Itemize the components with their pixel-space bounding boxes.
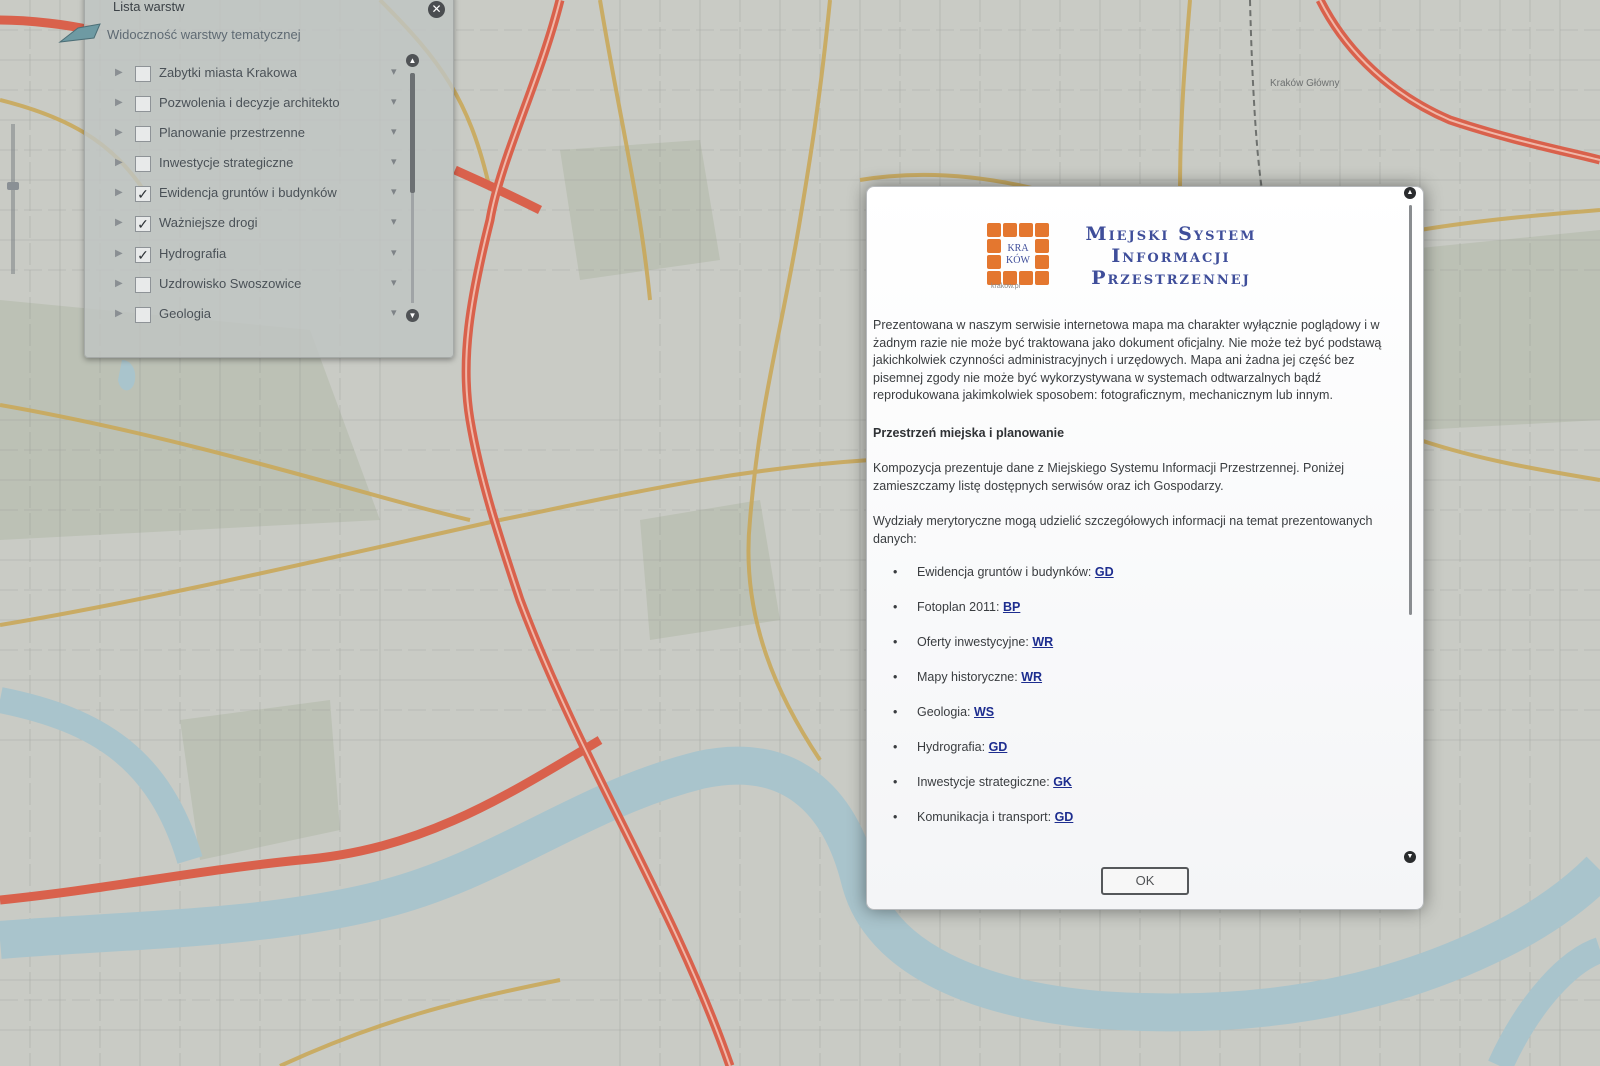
logo-text-1: KRA (1007, 243, 1029, 254)
expand-arrow-icon[interactable]: ▶ (115, 308, 123, 319)
department-link[interactable]: GD (988, 740, 1008, 754)
service-list (873, 564, 1393, 844)
layer-label: Zabytki miasta Krakowa (159, 65, 297, 80)
close-icon[interactable]: ✕ (428, 1, 445, 18)
service-label: Mapy historyczne: (917, 670, 1018, 684)
expand-arrow-icon[interactable]: ▶ (115, 217, 123, 228)
layer-checkbox[interactable] (135, 156, 151, 172)
layer-row-inwestycje[interactable] (115, 153, 403, 177)
layer-label: Ważniejsze drogi (159, 215, 258, 230)
layer-label: Inwestycje strategiczne (159, 155, 294, 170)
layer-label: Pozwolenia i decyzje architekto (159, 95, 340, 110)
map-pointer-icon[interactable] (58, 22, 102, 44)
scroll-down-icon[interactable]: ▼ (406, 309, 419, 322)
chevron-down-icon[interactable]: ▾ (391, 186, 397, 198)
layer-checkbox[interactable] (135, 66, 151, 82)
service-label: Komunikacja i transport: (917, 810, 1052, 824)
department-link[interactable]: GD (1054, 810, 1074, 824)
logo-text-2: KÓW (1006, 255, 1030, 266)
list-item (873, 564, 1393, 599)
info-dialog (866, 186, 1424, 910)
expand-arrow-icon[interactable]: ▶ (115, 127, 123, 138)
logo-caption: krakow.pl (991, 283, 1021, 290)
disclaimer-text: Prezentowana w naszym serwisie internetowa mapa ma charakter wyłącznie poglądowy i w żadnym razie nie może być traktowana jako dokument oficjalny. Nie może też być podstawą jakichkolwiek czynności administracyjnych i urzędowych. Mapa ani żadna jej część bez pisemnej zgody nie może być wykorzystywana w systemach odtwarzalnych bądź reprodukowana jakimkolwiek sposobem: fotograficznym, mechanicznym lub innym. (873, 318, 1382, 402)
layer-row-zabytki[interactable] (115, 63, 403, 87)
layer-checkbox[interactable]: ✓ (135, 186, 151, 202)
section-heading: Przestrzeń miejska i planowanie (873, 425, 1065, 440)
layer-checkbox[interactable] (135, 126, 151, 142)
list-item (873, 599, 1393, 634)
service-label: Fotoplan 2011: (917, 600, 1000, 614)
chevron-down-icon[interactable]: ▾ (391, 216, 397, 228)
department-link[interactable]: WR (1032, 635, 1054, 649)
expand-arrow-icon[interactable]: ▶ (115, 248, 123, 259)
chevron-down-icon[interactable]: ▾ (391, 277, 397, 289)
map-label-station: Kraków Główny (1270, 78, 1340, 89)
chevron-down-icon[interactable]: ▾ (391, 156, 397, 168)
layer-row-hydrografia[interactable] (115, 244, 403, 268)
list-item (873, 669, 1393, 704)
dialog-scrollbar-thumb[interactable] (1409, 205, 1412, 615)
ok-button[interactable]: OK (1101, 867, 1189, 895)
service-label: Oferty inwestycyjne: (917, 635, 1029, 649)
service-label: Inwestycje strategiczne: (917, 775, 1050, 789)
service-label: Ewidencja gruntów i budynków: (917, 565, 1092, 579)
department-link[interactable]: WS (974, 705, 995, 719)
department-link[interactable]: GD (1094, 565, 1114, 579)
layer-row-geologia[interactable] (115, 304, 403, 328)
chevron-down-icon[interactable]: ▾ (391, 126, 397, 138)
layer-row-pozwolenia[interactable] (115, 93, 403, 117)
zoom-handle[interactable] (7, 182, 19, 190)
departments-paragraph: Wydziały merytoryczne mogą udzielić szczegółowych informacji na temat prezentowanych danych: (873, 514, 1373, 546)
expand-arrow-icon[interactable]: ▶ (115, 67, 123, 78)
expand-arrow-icon[interactable]: ▶ (115, 97, 123, 108)
list-item (873, 739, 1393, 774)
intro-paragraph: Kompozycja prezentuje dane z Miejskiego Systemu Informacji Przestrzennej. Poniżej zamieszczamy listę dostępnych serwisów oraz ich Gospodarzy. (873, 461, 1345, 493)
layer-row-planowanie[interactable] (115, 123, 403, 147)
department-link[interactable]: BP (1002, 600, 1021, 614)
department-link[interactable]: GK (1053, 775, 1072, 789)
department-link[interactable]: WR (1021, 670, 1043, 684)
list-item (873, 774, 1393, 809)
scroll-down-icon[interactable]: ▼ (1404, 851, 1416, 863)
layer-checkbox[interactable] (135, 96, 151, 112)
layer-label: Hydrografia (159, 246, 227, 261)
layer-checkbox[interactable]: ✓ (135, 247, 151, 263)
zoom-slider[interactable] (11, 124, 15, 274)
expand-arrow-icon[interactable]: ▶ (115, 278, 123, 289)
panel-scrollbar-thumb[interactable] (410, 73, 415, 193)
panel-title: Lista warstw (113, 0, 185, 14)
layer-list-panel (84, 0, 454, 358)
chevron-down-icon[interactable]: ▾ (391, 307, 397, 319)
layer-label: Planowanie przestrzenne (159, 125, 305, 140)
layer-row-uzdrowisko[interactable] (115, 274, 403, 298)
layer-row-ewidencja[interactable] (115, 183, 403, 207)
chevron-down-icon[interactable]: ▾ (391, 247, 397, 259)
list-item (873, 809, 1393, 844)
expand-arrow-icon[interactable]: ▶ (115, 157, 123, 168)
chevron-down-icon[interactable]: ▾ (391, 96, 397, 108)
expand-arrow-icon[interactable]: ▶ (115, 187, 123, 198)
scroll-up-icon[interactable]: ▲ (1404, 187, 1416, 199)
layer-label: Geologia (159, 306, 212, 321)
dialog-content (873, 317, 1393, 844)
service-label: Hydrografia: (917, 740, 986, 754)
system-name: Miejski System Informacji Przestrzennej (1085, 223, 1257, 289)
layer-label: Uzdrowisko Swoszowice (159, 276, 302, 291)
list-item (873, 634, 1393, 669)
chevron-down-icon[interactable]: ▾ (391, 66, 397, 78)
krakow-logo (985, 221, 1051, 287)
panel-subtitle: Widoczność warstwy tematycznej (107, 27, 301, 42)
scroll-up-icon[interactable]: ▲ (406, 54, 419, 67)
layer-checkbox[interactable] (135, 277, 151, 293)
layer-row-drogi[interactable] (115, 213, 403, 237)
layer-checkbox[interactable] (135, 307, 151, 323)
list-item (873, 704, 1393, 739)
layer-label: Ewidencja gruntów i budynków (159, 185, 337, 200)
layer-checkbox[interactable]: ✓ (135, 216, 151, 232)
service-label: Geologia: (917, 705, 971, 719)
dialog-header (985, 217, 1285, 293)
